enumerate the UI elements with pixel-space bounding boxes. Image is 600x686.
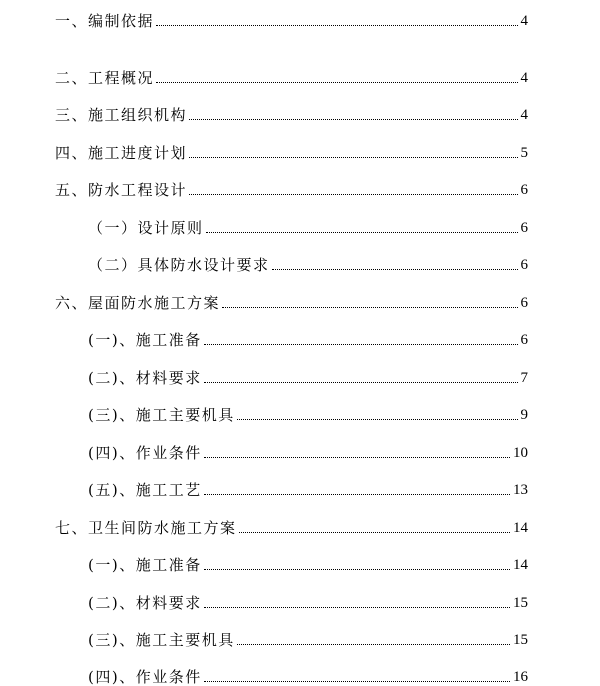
toc-page-number: 9 (520, 407, 528, 423)
toc-entry[interactable] (55, 102, 528, 124)
toc-leader-dots (239, 532, 510, 533)
toc-leader-dots (206, 232, 518, 233)
toc-page-number: 15 (513, 595, 528, 611)
toc-leader-dots (189, 194, 517, 195)
toc-entry[interactable] (88, 402, 528, 424)
toc-entry[interactable] (88, 590, 528, 612)
toc-page-number: 13 (513, 482, 528, 498)
toc-leader-dots (204, 494, 510, 495)
toc-entry-label: （二）具体防水设计要求 (88, 256, 270, 274)
toc-page-number: 6 (520, 295, 528, 311)
toc-entry[interactable] (88, 664, 528, 686)
toc-page-number: 15 (513, 632, 528, 648)
toc-entry-label: (四)、作业条件 (88, 668, 202, 686)
toc-entry-label: 二、工程概况 (55, 69, 155, 87)
toc-page-number: 14 (513, 520, 528, 536)
toc-leader-dots (204, 681, 510, 682)
toc-entry-label: (三)、施工主要机具 (88, 631, 235, 649)
toc-page-number: 6 (520, 182, 528, 198)
toc-page-number: 6 (520, 220, 528, 236)
toc-entry-label: 四、施工进度计划 (55, 144, 188, 162)
toc-leader-dots (272, 269, 518, 270)
toc-leader-dots (204, 457, 510, 458)
toc-entry-label: 七、卫生间防水施工方案 (55, 519, 237, 537)
toc-entry-label: 六、屋面防水施工方案 (55, 294, 221, 312)
toc-entry[interactable] (55, 140, 528, 162)
toc-leader-dots (222, 307, 517, 308)
toc-entry[interactable] (55, 177, 528, 199)
toc-entry-label: （一）设计原则 (88, 219, 204, 237)
toc-page-number: 6 (520, 257, 528, 273)
toc-page-number: 7 (520, 370, 528, 386)
toc-leader-dots (204, 607, 510, 608)
toc-entry[interactable] (55, 65, 528, 87)
toc-entry[interactable] (55, 8, 528, 30)
toc-entry-label: 三、施工组织机构 (55, 106, 188, 124)
toc-entry[interactable] (88, 440, 528, 462)
toc-entry[interactable] (88, 552, 528, 574)
toc-entry-label: (五)、施工工艺 (88, 481, 202, 499)
toc-page-number: 14 (513, 557, 528, 573)
toc-entry-label: (三)、施工主要机具 (88, 406, 235, 424)
toc-entry[interactable] (88, 477, 528, 499)
toc-leader-dots (204, 344, 518, 345)
toc-entry-label: (二)、材料要求 (88, 594, 202, 612)
toc-leader-dots (237, 419, 518, 420)
toc-entry[interactable] (88, 327, 528, 349)
toc-entry-label: (二)、材料要求 (88, 369, 202, 387)
toc-page-number: 4 (520, 13, 528, 29)
toc-page-number: 6 (520, 332, 528, 348)
toc-leader-dots (189, 119, 517, 120)
toc-entry-label: (四)、作业条件 (88, 444, 202, 462)
toc-page-number: 4 (520, 70, 528, 86)
toc-entry[interactable] (88, 627, 528, 649)
toc-leader-dots (156, 25, 517, 26)
toc-entry[interactable] (88, 365, 528, 387)
toc-entry-label: 五、防水工程设计 (55, 181, 188, 199)
toc-entry[interactable] (88, 215, 528, 237)
toc-leader-dots (237, 644, 510, 645)
toc-page-number: 10 (513, 445, 528, 461)
toc-entry[interactable] (55, 515, 528, 537)
toc-page-number: 4 (520, 107, 528, 123)
toc-leader-dots (204, 569, 510, 570)
toc-leader-dots (189, 157, 517, 158)
toc-entry-label: 一、编制依据 (55, 12, 155, 30)
toc-entry-label: (一)、施工准备 (88, 556, 202, 574)
toc-page-number: 5 (520, 145, 528, 161)
toc-page-number: 16 (513, 669, 528, 685)
toc-leader-dots (204, 382, 518, 383)
toc-entry[interactable] (88, 252, 528, 274)
toc-leader-dots (156, 82, 517, 83)
toc-entry-label: (一)、施工准备 (88, 331, 202, 349)
toc-entry[interactable] (55, 290, 528, 312)
